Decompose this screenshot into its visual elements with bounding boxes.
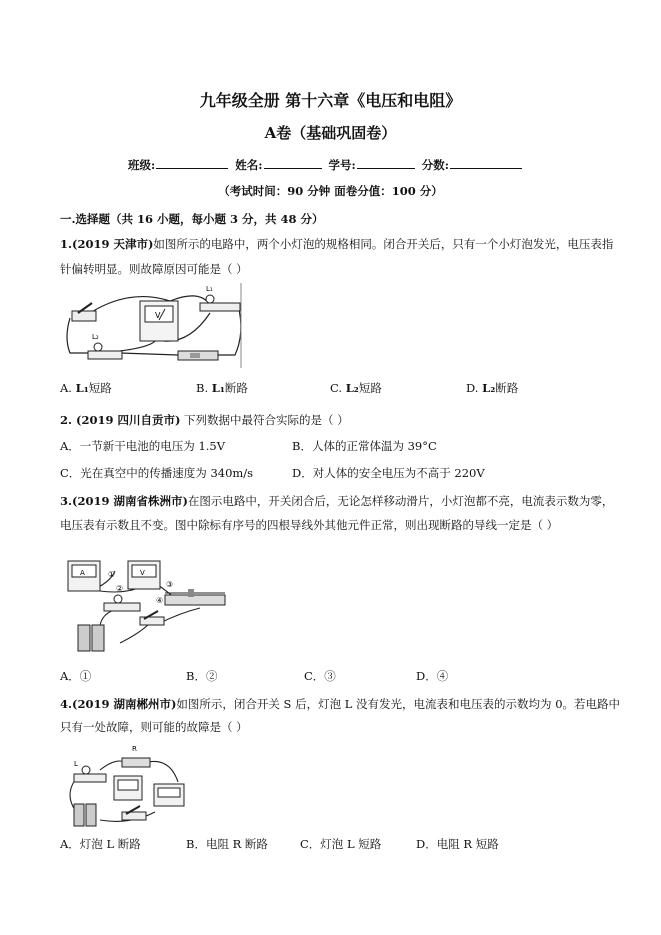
question-1-line-2: 针偏转明显。则故障原因可能是（ ） xyxy=(60,262,248,276)
q4-resistor xyxy=(122,758,150,767)
q2-option-b[interactable]: B．人体的正常体温为 39°C xyxy=(292,439,437,453)
q1-option-d[interactable]: D. L₂断路 xyxy=(466,381,519,395)
q3-circuit-figure xyxy=(60,553,240,658)
page-subtitle: A卷（基础巩固卷） xyxy=(264,124,397,142)
q1-circuit-figure xyxy=(60,283,250,368)
q4-ammeter-face xyxy=(118,780,138,790)
question-4-line-1 xyxy=(60,693,620,715)
id-blank[interactable] xyxy=(357,159,415,169)
q3-option-d[interactable]: D．④ xyxy=(416,669,449,683)
q4-battery-1 xyxy=(74,804,84,826)
q4-battery-2 xyxy=(86,804,96,826)
q3-source: 3.(2019 湖南省株洲市) xyxy=(60,494,188,508)
q2-text: 下列数据中最符合实际的是（ ） xyxy=(180,413,349,427)
q3-wire-5 xyxy=(120,623,150,643)
q1-lamp1-bulb xyxy=(206,295,214,303)
q4-lamp-label: L xyxy=(74,760,78,768)
q3-rheostat-slider xyxy=(188,589,194,597)
page-title: 九年级全册 第十六章《电压和电阻》 xyxy=(199,91,462,110)
q3-battery-1 xyxy=(78,625,90,651)
q1-switch-base xyxy=(72,311,96,321)
q2-option-a[interactable]: A．一节新干电池的电压为 1.5V xyxy=(60,439,226,453)
exam-info: （考试时间：90 分钟 面卷分值：100 分） xyxy=(218,184,443,198)
q4-option-d[interactable]: D．电阻 R 短路 xyxy=(416,837,499,851)
name-label: 姓名: xyxy=(235,158,263,172)
q3-lamp-bulb xyxy=(114,595,122,603)
q3-wire-label-1: ① xyxy=(108,570,116,579)
q1-source: 1.(2019 天津市) xyxy=(60,237,154,251)
q1-lamp2-base xyxy=(88,351,122,359)
q4-option-b[interactable]: B．电阻 R 断路 xyxy=(186,837,268,851)
q1-battery-cell xyxy=(190,353,200,358)
q2-option-d[interactable]: D．对人体的安全电压为不高于 220V xyxy=(292,466,485,480)
q4-option-c[interactable]: C．灯泡 L 短路 xyxy=(300,837,382,851)
q3-option-c[interactable]: C．③ xyxy=(304,669,336,683)
q3-rheostat xyxy=(165,595,225,605)
q1-voltmeter-label: V xyxy=(155,311,161,320)
q1-wire-left xyxy=(67,318,90,353)
q1-lamp1-base xyxy=(200,303,240,311)
q3-battery-2 xyxy=(92,625,104,651)
q4-source: 4.(2019 湖南郴州市) xyxy=(60,697,177,711)
question-2 xyxy=(60,409,349,431)
score-blank[interactable] xyxy=(450,159,522,169)
section-heading: 一.选择题（共 16 小题，每小题 3 分，共 48 分） xyxy=(60,212,324,226)
student-info-line xyxy=(128,157,525,173)
q4-option-a[interactable]: A．灯泡 L 断路 xyxy=(60,837,141,851)
q1-lamp2-bulb xyxy=(94,343,102,351)
q3-wire-label-4: ④ xyxy=(156,596,164,605)
q4-voltmeter-face xyxy=(158,788,180,797)
q1-wire-bottom xyxy=(120,353,178,355)
q4-wire-top xyxy=(100,761,125,770)
q4-text: 如图所示，闭合开关 S 后，灯泡 L 没有发光，电流表和电压表的示数均为 0。若电路中 xyxy=(176,697,621,711)
question-1-line-1 xyxy=(60,233,613,255)
q3-option-b[interactable]: B．② xyxy=(186,669,218,683)
q4-circuit-figure xyxy=(60,740,195,832)
question-4-line-2: 只有一处故障，则可能的故障是（ ） xyxy=(60,720,248,734)
q4-wire-right xyxy=(148,761,178,782)
q4-resistor-label: R xyxy=(132,745,137,753)
q1-option-b[interactable]: B. L₁断路 xyxy=(196,381,248,395)
q1-wire-right xyxy=(210,305,241,355)
q1-lamp1-label: L₁ xyxy=(206,285,213,293)
q3-wire-label-3: ③ xyxy=(166,580,174,589)
q3-voltmeter-label: V xyxy=(140,569,145,577)
q1-option-c[interactable]: C. L₂短路 xyxy=(330,381,382,395)
question-3-line-2: 电压表有示数且不变。图中除标有序号的四根导线外其他元件正常，则出现断路的导线一定是（ ） xyxy=(60,518,559,532)
id-label: 学号: xyxy=(328,158,356,172)
q1-option-a[interactable]: A. L₁短路 xyxy=(60,381,112,395)
q2-source: 2. (2019 四川自贡市) xyxy=(60,413,181,427)
score-label: 分数: xyxy=(421,158,450,172)
q4-lamp-base xyxy=(74,774,106,782)
q3-wire-6 xyxy=(160,608,200,623)
q1-lamp2-label: L₂ xyxy=(92,333,99,341)
class-blank[interactable] xyxy=(156,159,228,169)
q3-ammeter-label: A xyxy=(80,569,85,577)
q3-lamp-base xyxy=(104,603,140,611)
q2-option-c[interactable]: C．光在真空中的传播速度为 340m/s xyxy=(60,466,254,480)
q1-wire-meter xyxy=(120,341,155,351)
q3-wire-label-2: ② xyxy=(116,584,124,593)
q4-lamp-bulb xyxy=(82,766,90,774)
q1-text: 如图所示的电路中，两个小灯泡的规格相同。闭合开关后，只有一个小灯泡发光，电压表指 xyxy=(153,237,614,251)
class-label: 班级: xyxy=(128,158,156,172)
question-3-line-1 xyxy=(60,490,613,512)
name-blank[interactable] xyxy=(264,159,322,169)
q3-option-a[interactable]: A．① xyxy=(60,669,92,683)
q3-text: 在图示电路中，开关闭合后，无论怎样移动滑片，小灯泡都不亮，电流表示数为零， xyxy=(187,494,614,508)
